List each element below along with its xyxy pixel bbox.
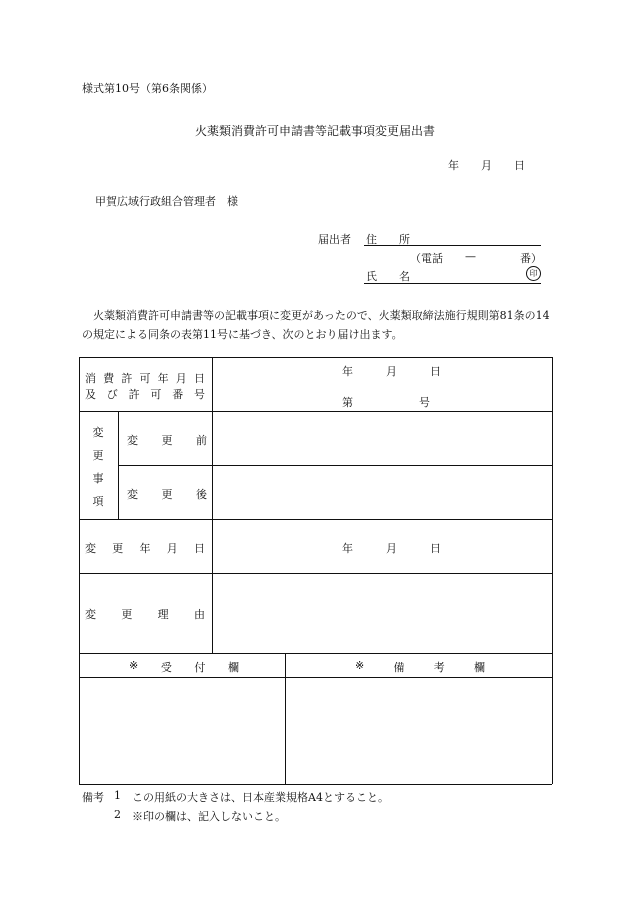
note-1-text: この用紙の大きさは、日本産業規格A4とすること。 xyxy=(132,791,389,804)
phone-dash: — xyxy=(465,250,476,263)
submission-date: 年 月 日 xyxy=(448,159,525,172)
before-change-label: 変 更 前 xyxy=(127,434,207,447)
body-text: 火薬類消費許可申請書等の記載事項に変更があったので、火薬類取締法施行規則第81条の14の規定による同条の表第11号に基づき、次のとおり届け出ます。 xyxy=(82,309,550,341)
note-1-number: 1 xyxy=(114,789,121,802)
document-title: 火薬類消費許可申請書等記載事項変更届出書 xyxy=(194,124,435,138)
permit-number-value: 第 号 xyxy=(342,396,430,409)
permit-number-label: 及 び 許 可 番 号 xyxy=(85,388,205,401)
address-label: 住 所 xyxy=(366,233,410,246)
change-reason-label: 変 更 理 由 xyxy=(85,608,205,621)
seal-mark: 印 xyxy=(526,266,541,281)
change-date-label: 変 更 年 月 日 xyxy=(85,542,205,555)
form-number: 様式第10号（第6条関係） xyxy=(82,82,213,95)
remarks-column-header: ※ 備 考 欄 xyxy=(355,659,485,674)
note-2-number: 2 xyxy=(114,808,121,821)
notifier-label: 届出者 xyxy=(318,233,351,246)
after-change-label: 変 更 後 xyxy=(127,488,207,501)
permit-date-value: 年 月 日 xyxy=(342,365,441,378)
change-items-label: 変更事項 xyxy=(92,426,104,508)
phone-number-suffix: 番） xyxy=(520,252,542,265)
note-2-text: ※印の欄は、記入しないこと。 xyxy=(132,810,286,823)
phone-label: （電話 xyxy=(410,252,443,265)
reception-column-header: ※ 受 付 欄 xyxy=(129,659,239,674)
permit-date-label: 消 費 許 可 年 月 日 xyxy=(85,372,205,385)
addressee: 甲賀広域行政組合管理者 様 xyxy=(95,195,238,208)
name-label: 氏 名 xyxy=(366,270,410,283)
notes-label: 備考 xyxy=(82,791,104,804)
change-date-value: 年 月 日 xyxy=(342,542,441,555)
